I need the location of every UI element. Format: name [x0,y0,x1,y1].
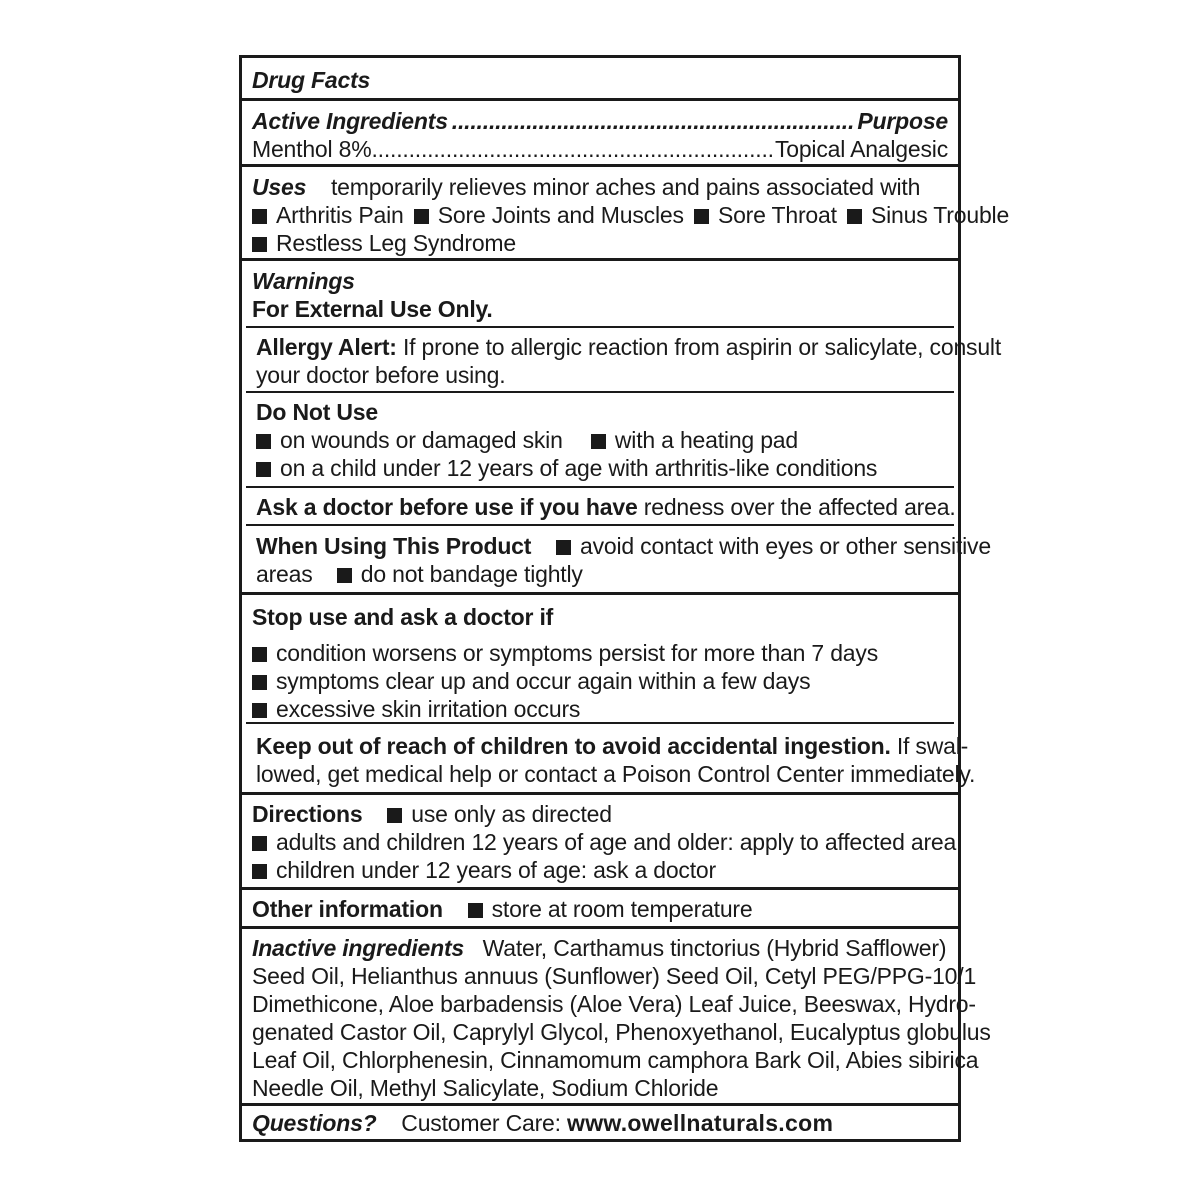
uses-label: Uses [252,174,307,200]
inactive-line [252,934,948,962]
use-item: Sore Joints and Muscles [437,202,684,228]
stop-use-item: condition worsens or symptoms persist for more than 7 days [276,640,878,666]
directions-line-2 [252,828,957,856]
questions-line [252,1109,948,1137]
active-ingredient-name: Menthol 8% [252,136,372,162]
bullet-square-icon [337,568,352,583]
customer-care-text: Customer Care: [401,1110,561,1136]
keep-out-line-1 [256,732,969,760]
website-link[interactable]: www.owellnaturals.com [567,1110,834,1136]
do-not-use-line-1 [256,426,944,454]
uses-intro: temporarily relieves minor aches and pains associated with [330,174,921,200]
directions-item: children under 12 years of age: ask a doctor [276,857,716,883]
stop-use-line [252,667,948,695]
do-not-use-line-2 [256,454,944,482]
directions-item: use only as directed [411,801,612,827]
inactive-line: Dimethicone, Aloe barbadensis (Aloe Vera) Leaf Juice, Beeswax, Hydro- [252,991,976,1017]
ask-doctor-label: Ask a doctor before use if you have [256,494,638,520]
allergy-line-1 [256,333,1002,361]
active-header-row [252,107,948,135]
keep-out-text: If swal- [896,733,969,759]
ask-doctor-text: redness over the affected area. [643,494,956,520]
questions-label: Questions? [252,1110,377,1136]
do-not-use-section [246,391,954,486]
warnings-label: Warnings [252,268,355,294]
other-info-section [242,887,958,926]
directions-label: Directions [252,801,363,827]
use-item: Sinus Trouble [871,202,1010,228]
bullet-square-icon [252,675,267,690]
use-item: Restless Leg Syndrome [276,230,516,256]
when-using-line-1 [256,532,991,560]
ask-doctor-line [256,493,956,521]
do-not-use-item: on a child under 12 years of age with arthritis-like conditions [280,455,878,481]
allergy-alert-section [246,326,1002,391]
other-info-line [252,895,948,923]
bullet-square-icon [414,209,429,224]
bullet-square-icon [847,209,862,224]
bullet-square-icon [252,864,267,879]
do-not-use-item: on wounds or damaged skin [280,427,563,453]
inactive-line: Seed Oil, Helianthus annuus (Sunflower) Seed Oil, Cetyl PEG/PPG-10/1 [252,963,977,989]
leader-dots [371,135,774,163]
inactive-label: Inactive ingredients [252,935,465,961]
active-ingredients-section [242,98,958,164]
drug-facts-panel [239,55,1010,1142]
inactive-line: Leaf Oil, Chlorphenesin, Cinnamomum camphora Bark Oil, Abies sibirica [252,1047,979,1073]
bullet-square-icon [694,209,709,224]
inactive-line: Needle Oil, Methyl Salicylate, Sodium Chloride [252,1075,719,1101]
directions-item: adults and children 12 years of age and older: apply to affected area [276,829,957,855]
bullet-square-icon [252,703,267,718]
keep-out-line-2: lowed, get medical help or contact a Poison Control Center immediately. [256,761,976,787]
warnings-section [242,258,958,326]
do-not-use-label: Do Not Use [256,399,378,425]
uses-line-1 [252,173,948,201]
allergy-alert-label: Allergy Alert: [256,334,397,360]
allergy-alert-text: If prone to allergic reaction from aspirin or salicylate, consult [402,334,1002,360]
external-use-text: For External Use Only. [252,296,493,322]
active-ingredient-row [252,135,948,163]
bullet-square-icon [256,434,271,449]
bullet-square-icon [556,540,571,555]
stop-use-item: symptoms clear up and occur again within a few days [276,668,811,694]
keep-out-label: Keep out of reach of children to avoid accidental ingestion. [256,733,891,759]
uses-line-2 [252,201,1010,229]
when-using-text: avoid contact with eyes or other sensitive [580,533,991,559]
keep-out-section [246,722,976,792]
directions-line-3 [252,856,948,884]
active-ingredient-purpose: Topical Analgesic [774,136,948,162]
bullet-square-icon [252,237,267,252]
bullet-square-icon [387,808,402,823]
bullet-square-icon [252,209,267,224]
directions-section [242,792,958,887]
uses-line-3 [252,229,948,257]
use-item: Sore Throat [717,202,837,228]
leader-dots [452,107,854,135]
stop-use-label: Stop use and ask a doctor if [252,604,554,630]
when-using-line-2 [256,560,944,588]
questions-section [242,1103,958,1139]
stop-use-line [252,639,948,667]
ask-doctor-section [246,486,954,524]
stop-use-item: excessive skin irritation occurs [276,696,581,722]
stop-use-line [252,695,948,723]
when-using-text: areas [256,561,313,587]
uses-section [242,164,1010,258]
bullet-square-icon [252,647,267,662]
drug-facts-title: Drug Facts [252,67,371,93]
directions-line-1 [252,800,948,828]
use-item: Arthritis Pain [276,202,404,228]
allergy-line-2: your doctor before using. [256,362,506,388]
bullet-square-icon [252,836,267,851]
do-not-use-item: with a heating pad [614,427,798,453]
when-using-section [246,524,991,592]
bullet-square-icon [591,434,606,449]
purpose-header: Purpose [857,108,948,134]
bullet-square-icon [256,462,271,477]
bullet-square-icon [468,903,483,918]
other-info-text: store at room temperature [491,896,753,922]
when-using-label: When Using This Product [256,533,532,559]
other-info-label: Other information [252,896,443,922]
inactive-line: genated Castor Oil, Caprylyl Glycol, Phenoxyethanol, Eucalyptus globulus [252,1019,991,1045]
when-using-text: do not bandage tightly [360,561,583,587]
inactive-text: Water, Carthamus tinctorius (Hybrid Safflower) [482,935,947,961]
stop-use-section [242,592,958,722]
inactive-ingredients-section [242,926,991,1103]
active-ingredients-header: Active Ingredients [252,108,448,134]
